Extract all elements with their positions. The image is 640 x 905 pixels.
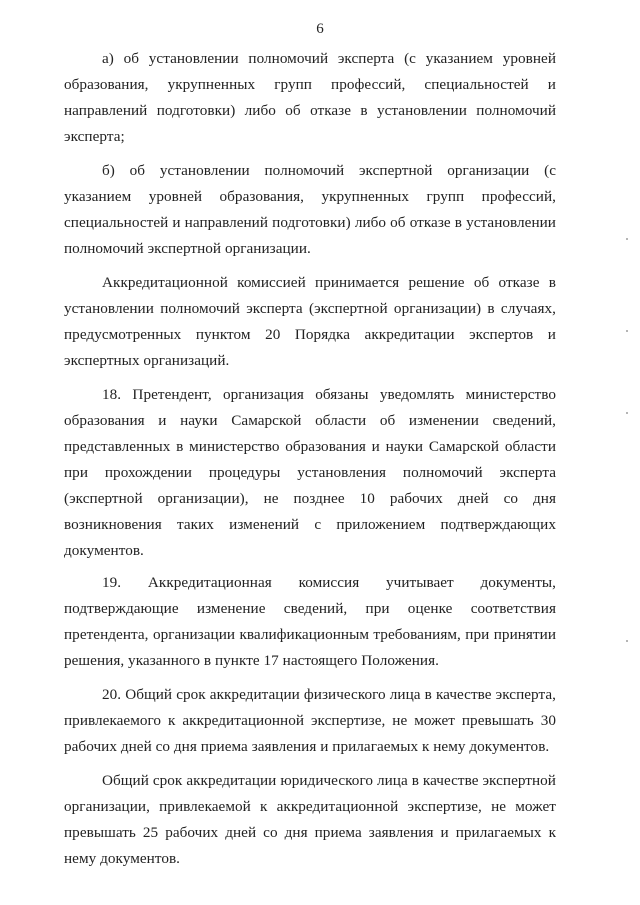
scan-speck: [626, 640, 628, 642]
scan-speck: [626, 238, 628, 240]
scan-speck: [626, 412, 628, 414]
paragraph-item-20: 20. Общий срок аккредитации физического лица в качестве эксперта, привлекаемого к аккредитационной экспертизе, не может превышать 30 рабочих дней со дня приема заявления и прилагаемых к нему документов.: [64, 686, 556, 755]
paragraph-legal-entity-term: Общий срок аккредитации юридического лица в качестве экспертной организации, привлекаемой к аккредитационной экспертизе, не может превышать 25 рабочих дней со дня приема заявления и прилагаемых к нему документов.: [64, 772, 556, 867]
paragraph-refusal-cases: Аккредитационной комиссией принимается решение об отказе в установлении полномочий эксперта (экспертной организации) в случаях, предусмотренных пунктом 20 Порядка аккредитации экспертов и экспертных организаций.: [64, 274, 556, 369]
paragraph-subitem-b: б) об установлении полномочий экспертной организации (с указанием уровней образования, укрупненных групп профессий, специальностей и направлений подготовки) либо об отказе в установлении полномочий экспертной организации.: [64, 162, 556, 257]
scan-speck: [626, 330, 628, 332]
paragraph-item-18: 18. Претендент, организация обязаны уведомлять министерство образования и науки Самарской области об изменении сведений, представленных в министерство образования и науки Самарской области при прохождении процедуры установления полномочий эксперта (экспертной организации), не позднее 10 рабочих дней со дня возникновения таких изменений с приложением подтверждающих документов.: [64, 386, 556, 559]
paragraph-subitem-a: а) об установлении полномочий эксперта (с указанием уровней образования, укрупненных групп профессий, специальностей и направлений подготовки) либо об отказе в установлении полномочий эксперта;: [64, 50, 556, 145]
paragraph-item-19: 19. Аккредитационная комиссия учитывает документы, подтверждающие изменение сведений, при оценке соответствия претендента, организации квалификационным требованиям, при принятии решения, указанного в пункте 17 настоящего Положения.: [64, 574, 556, 669]
page-number: 6: [316, 21, 324, 37]
document-body: [64, 46, 556, 880]
